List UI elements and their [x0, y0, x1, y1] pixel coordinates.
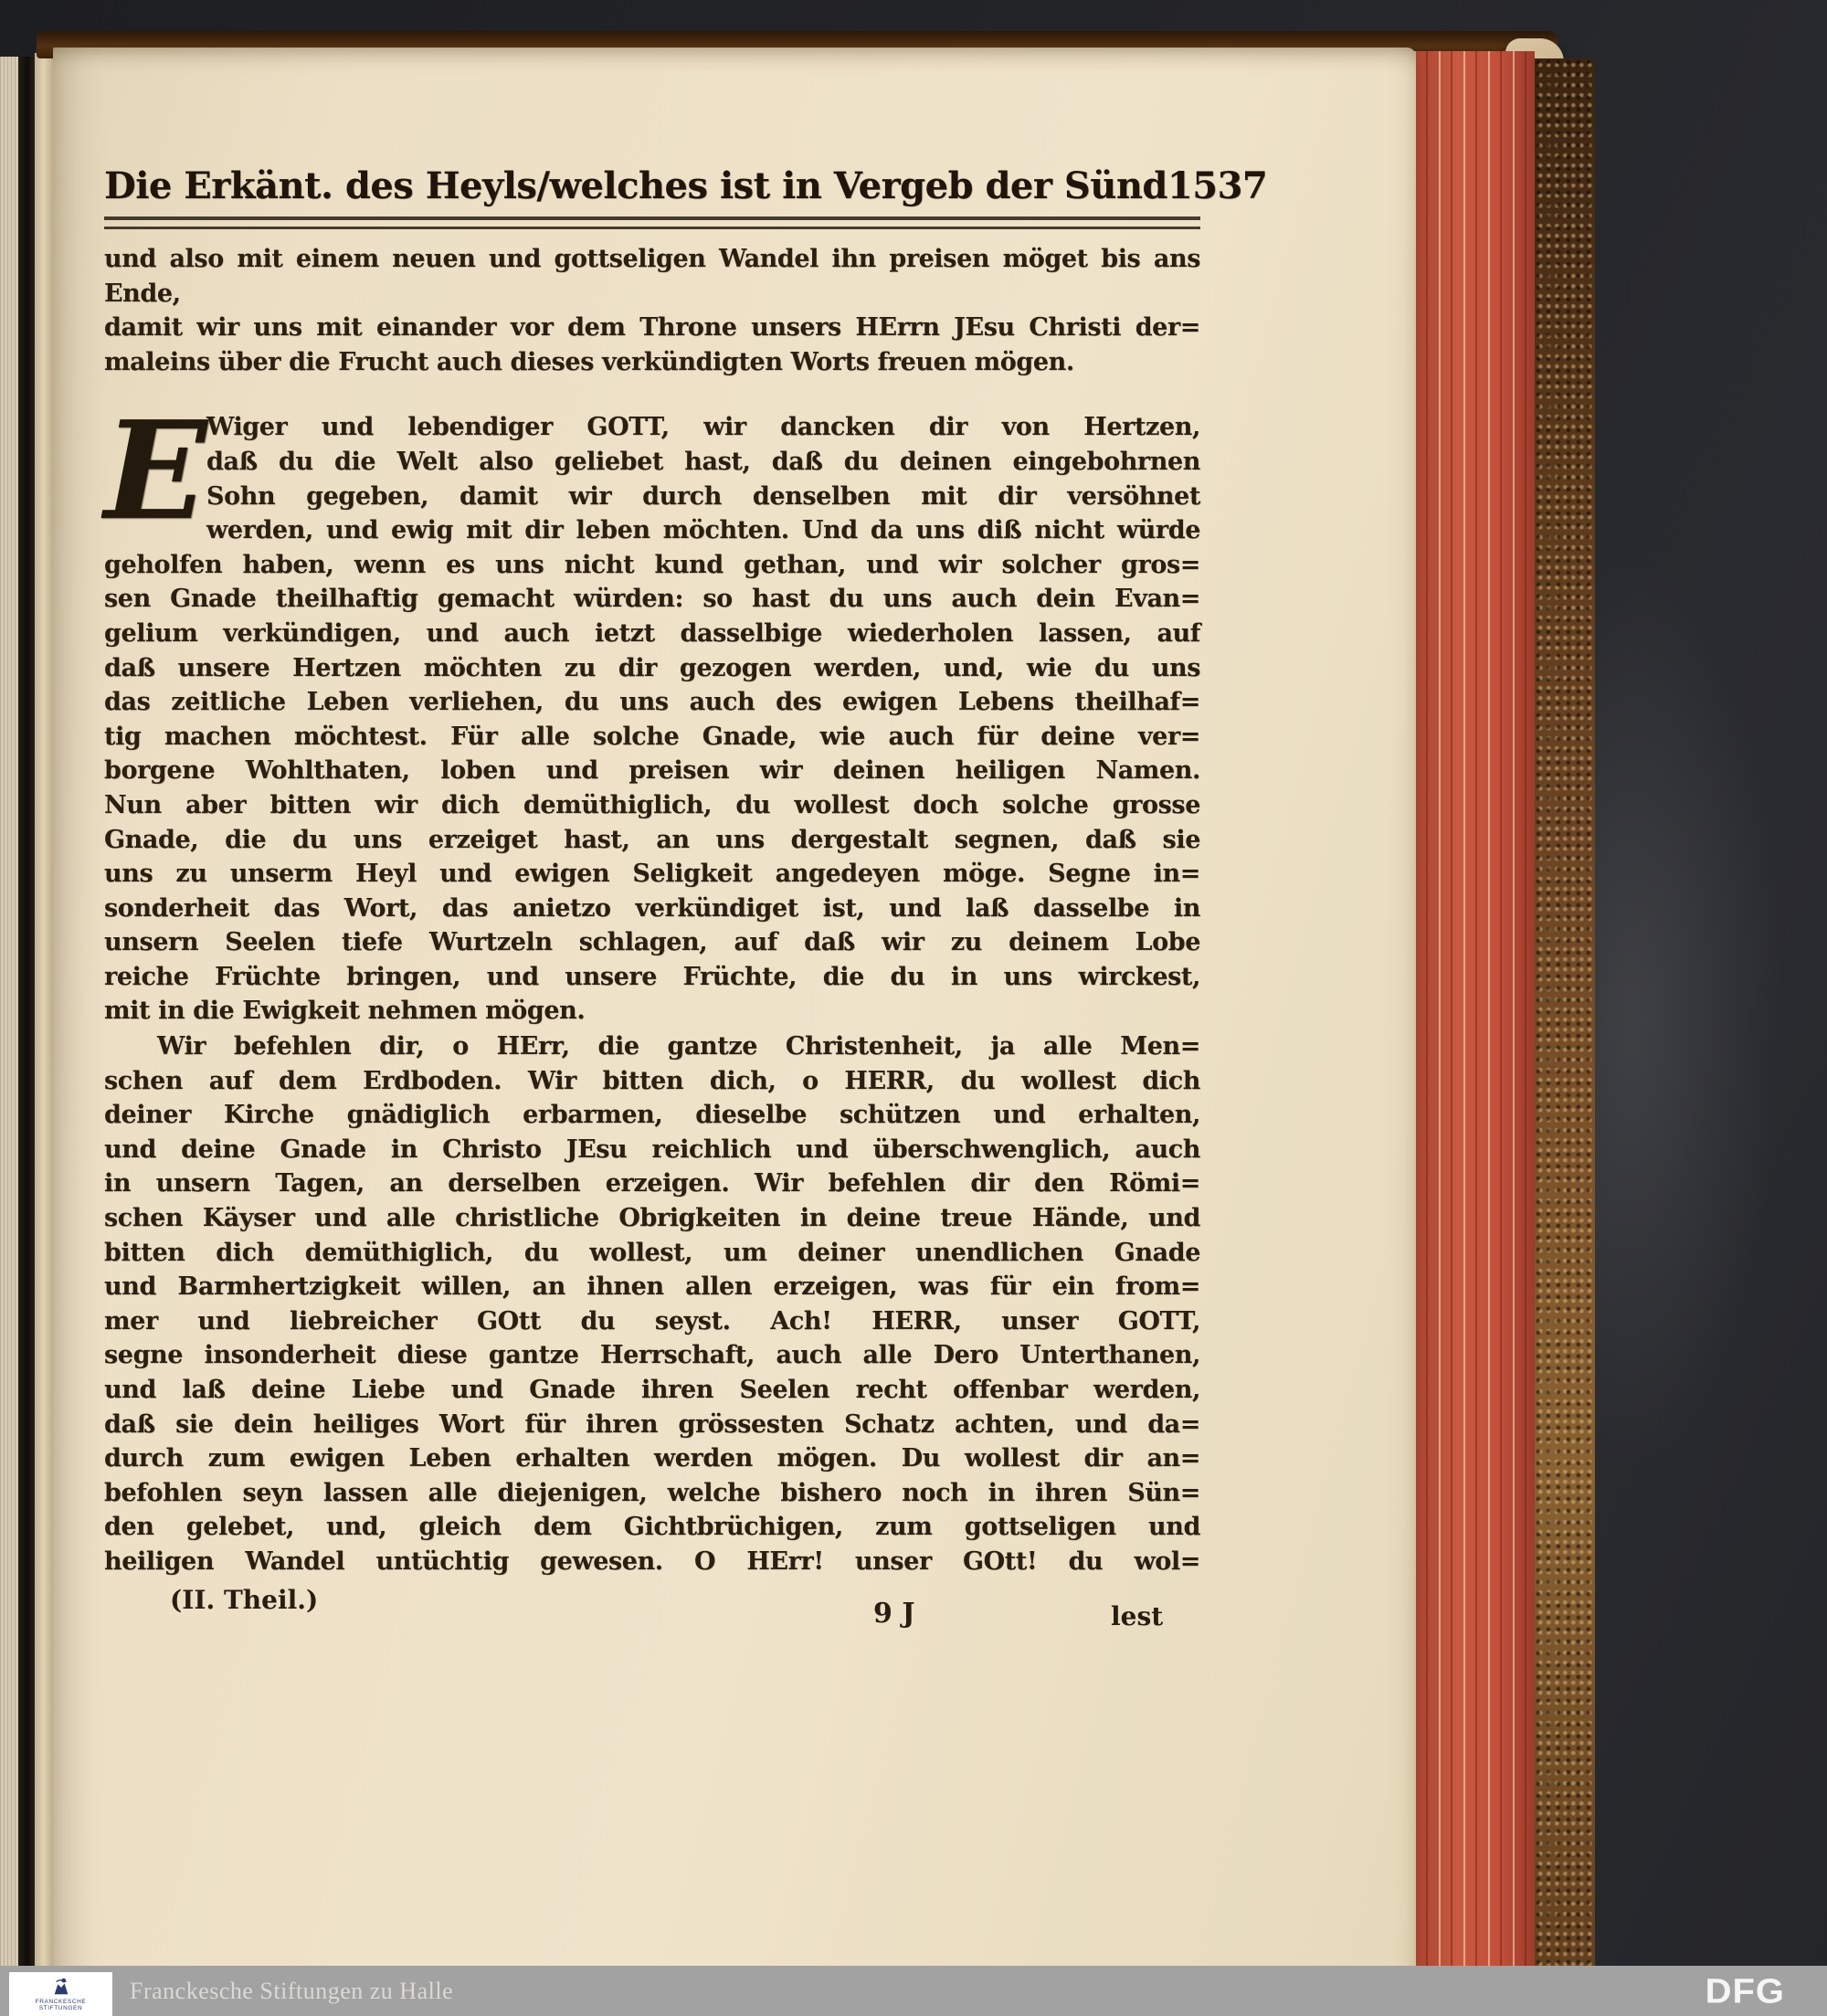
attribution-bar: [0, 1966, 1827, 2016]
text-line: heiligen Wandel untüchtig gewesen. O HErr! unser GOtt! du wol=: [104, 1546, 1200, 1576]
text-line: Wir befehlen dir, o HErr, die gantze Christenheit, ja alle Men=: [157, 1032, 1200, 1061]
text-line: durch zum ewigen Leben erhalten werden mögen. Du wollest dir an=: [104, 1444, 1200, 1473]
text-line: Nun aber bitten wir dich demüthiglich, du wollest doch solche grosse: [104, 790, 1200, 819]
text-line: daß du die Welt also geliebet hast, daß du deinen eingebohrnen: [206, 447, 1200, 476]
text-line: daß sie dein heiliges Wort für ihren grössesten Schatz achten, und da=: [104, 1409, 1200, 1439]
text-line: das zeitliche Leben verliehen, du uns auch des ewigen Lebens theilhaf=: [104, 688, 1200, 717]
paragraph-continuation: [104, 242, 1200, 379]
logo-word-line2: STIFTUNGEN: [38, 2005, 83, 2011]
text-line: den gelebet, und, gleich dem Gichtbrüchigen, zum gottseligen und: [104, 1513, 1200, 1542]
text-line: damit wir uns mit einander vor dem Throne unsers HErrn JEsu Christi der=: [104, 313, 1200, 343]
paragraph-gap: [104, 379, 1200, 410]
intercession-paragraph: [104, 1029, 1200, 1579]
text-line: borgene Wohlthaten, loben und preisen wir deinen heiligen Namen.: [104, 756, 1200, 786]
catchword: lest: [1111, 1600, 1164, 1631]
page-fold-edge: [35, 53, 55, 2016]
text-line: Wiger und lebendiger GOTT, wir dancken dir von Hertzen,: [206, 413, 1200, 442]
franckesche-stiftungen-logo-icon: [51, 1977, 71, 1997]
text-line: uns zu unserm Heyl und ewigen Seligkeit angedeyen möge. Segne in=: [104, 860, 1200, 889]
text-line: und Barmhertzigkeit willen, an ihnen allen erzeigen, was für ein from=: [104, 1272, 1200, 1302]
text-line: gelium verkündigen, und auch ietzt dasselbige wiederholen lassen, auf: [104, 618, 1200, 648]
text-line: mit in die Ewigkeit nehmen mögen.: [104, 997, 586, 1026]
text-line: sen Gnade theilhaftig gemacht würden: so hast du uns auch dein Evan=: [104, 585, 1200, 614]
text-line: Sohn gegeben, damit wir durch denselben mit dir versöhnet: [206, 481, 1200, 511]
page-number: 1537: [1167, 164, 1268, 207]
franckesche-stiftungen-logo-box: [9, 1972, 112, 2016]
text-line: und laß deine Liebe und Gnade ihren Seelen recht offenbar werden,: [104, 1376, 1200, 1404]
text-line: und deine Gnade in Christo JEsu reichlich und überschwenglich, auch: [104, 1135, 1200, 1164]
background-sheen: [1595, 512, 1796, 1516]
text-line: mer und liebreicher GOtt du seyst. Ach! HERR, unser GOTT,: [104, 1306, 1200, 1335]
logo-wordmark: [36, 1999, 87, 2012]
red-fore-edge: [1414, 51, 1535, 2016]
part-label: (II. Theil.): [170, 1584, 319, 1615]
text-line: geholfen haben, wenn es uns nicht kund gethan, und wir solcher gros=: [104, 550, 1200, 579]
institution-label: Franckesche Stiftungen zu Halle: [130, 1978, 454, 2004]
text-line: reiche Früchte bringen, und unsere Früchte, die du in uns wirckest,: [104, 962, 1200, 991]
text-line: segne insonderheit diese gantze Herrschaft, auch alle Dero Unterthanen,: [104, 1341, 1200, 1370]
text-line: daß unsere Hertzen möchten zu dir gezogen werden, und, wie du uns: [104, 653, 1200, 682]
text-line: maleins über die Frucht auch dieses verkündigten Worts freuen mögen.: [104, 347, 1074, 376]
text-line: bitten dich demüthiglich, du wollest, um deiner unendlichen Gnade: [104, 1238, 1200, 1267]
drop-cap-initial: E: [104, 391, 207, 551]
running-title: Die Erkänt. des Heyls/welches ist in Vergeb der Sünd: [104, 164, 1167, 207]
text-line: schen auf dem Erdboden. Wir bitten dich, o HERR, du wollest dich: [104, 1066, 1200, 1095]
logo-word-line1: FRANCKESCHE: [35, 1998, 87, 2005]
text-block: [104, 164, 1268, 1656]
dfg-logo: DFG: [1705, 1971, 1785, 2011]
prayer-paragraph: [104, 391, 1200, 1029]
text-line: deiner Kirche gnädiglich erbarmen, dieselbe schützen und erhalten,: [104, 1101, 1200, 1130]
text-line: sonderheit das Wort, das anietzo verkündiget ist, und laß dasselbe in: [104, 893, 1200, 923]
page-header: [104, 164, 1268, 207]
signature-mark: 9 J: [873, 1597, 915, 1630]
facing-page-block-edge: [0, 57, 18, 2016]
text-line: Gnade, die du uns erzeiget hast, an uns dergestalt segnen, daß sie: [104, 825, 1200, 854]
text-line: tig machen möchtest. Für alle solche Gnade, wie auch für deine ver=: [104, 722, 1200, 751]
text-line: und also mit einem neuen und gottseligen Wandel ihn preisen möget bis ans Ende,: [104, 245, 1200, 308]
text-line: werden, und ewig mit dir leben möchten. Und da uns diß nicht würde: [206, 516, 1200, 545]
signature-row: [104, 1583, 1200, 1656]
header-double-rule: [104, 216, 1200, 229]
book-gutter-shadow: [18, 57, 35, 2016]
text-line: befohlen seyn lassen alle diejenigen, welche bishero noch in ihren Sün=: [104, 1478, 1200, 1507]
text-line: in unsern Tagen, an derselben erzeigen. Wir befehlen dir den Römi=: [104, 1169, 1200, 1198]
text-line: schen Käyser und alle christliche Obrigkeiten in deine treue Hände, und: [104, 1204, 1200, 1233]
book-page: [53, 47, 1416, 2016]
text-line: unsern Seelen tiefe Wurtzeln schlagen, auf daß wir zu deinem Lobe: [104, 928, 1200, 957]
leather-cover-strip: [1535, 58, 1595, 2016]
